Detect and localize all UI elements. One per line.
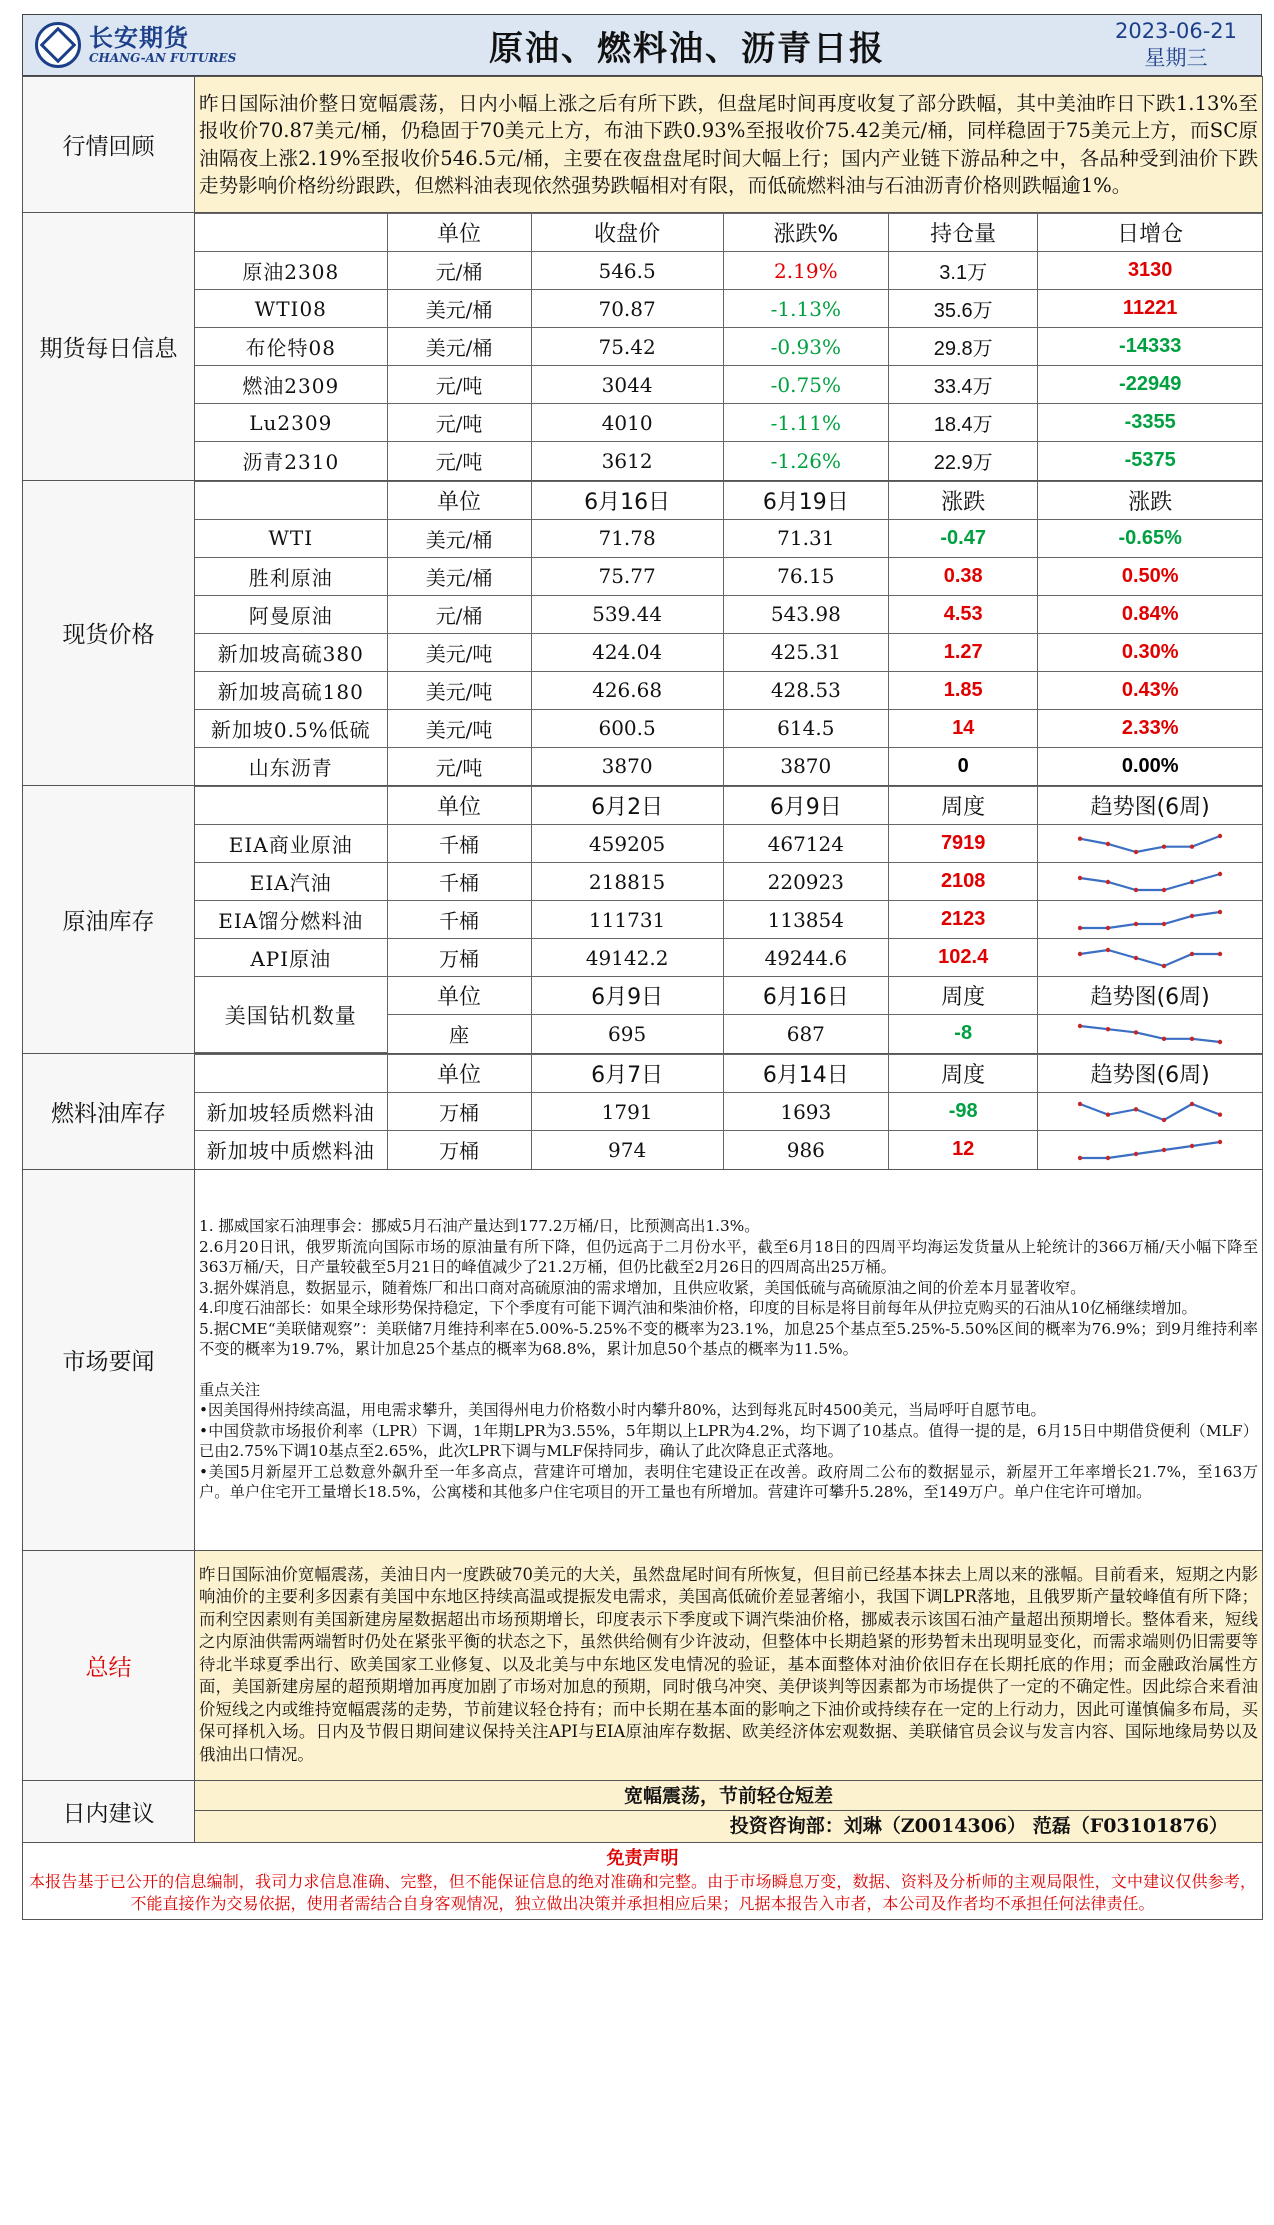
price-curr: 425.31 (723, 633, 888, 671)
focus-item: •中国贷款市场报价利率（LPR）下调，1年期LPR为3.55%，5年期以上LPR为4.2%，均下调了10基点。值得一提的是，6月15日中期借贷便利（MLF）已由2.75%下调10基点至2.65%，此次LPR下调与MLF保持同步，确认了此次降息正式落地。 (199, 1421, 1258, 1461)
news-item: 3.据外媒消息，数据显示，随着炼厂和出口商对高硫原油的需求增加，且供应收紧，美国低硫与高硫原油之间的价差本月显著收窄。 (199, 1278, 1086, 1297)
trend-point (1134, 887, 1138, 891)
fuel-col-header: 6月7日 (531, 1055, 723, 1093)
price-change-pct: 2.33% (1038, 709, 1262, 747)
inventory-prev: 218815 (531, 863, 723, 901)
trend-point (1134, 849, 1138, 853)
fuel-header-row (195, 1055, 1262, 1093)
report-header (22, 14, 1262, 76)
trend-point (1078, 925, 1082, 929)
trend-line (1080, 1142, 1220, 1158)
price-change: 1.85 (889, 671, 1038, 709)
contract-name: 沥青2310 (195, 442, 387, 480)
report-weekday: 星期三 (1144, 46, 1208, 70)
trend-point (1134, 1152, 1138, 1156)
trend-sparkline-cell (1038, 1093, 1262, 1131)
fuel-row (195, 1131, 1262, 1169)
trend-point (1078, 951, 1082, 955)
trend-line (1080, 836, 1220, 852)
trend-point (1218, 1112, 1222, 1116)
trend-point (1162, 1148, 1166, 1152)
unit: 美元/吨 (387, 671, 531, 709)
crude-col-header: 6月2日 (531, 787, 723, 825)
price-prev: 424.04 (531, 633, 723, 671)
rig-change: -8 (889, 1015, 1038, 1053)
unit: 座 (387, 1015, 531, 1053)
inventory-name: API原油 (195, 939, 387, 977)
price-curr: 543.98 (723, 595, 888, 633)
futures-col-header: 持仓量 (889, 214, 1038, 252)
fuel-col-header: 6月14日 (723, 1055, 888, 1093)
weekly-change: -98 (889, 1093, 1038, 1131)
weekly-change: 102.4 (889, 939, 1038, 977)
inventory-row (195, 825, 1262, 863)
advice-consultants: 投资咨询部：刘琳（Z0014306） 范磊（F03101876） (729, 1815, 1228, 1837)
inventory-curr: 467124 (723, 825, 888, 863)
weekly-change: 2108 (889, 863, 1038, 901)
contract-name: Lu2309 (195, 404, 387, 442)
logo-emblem-icon (35, 22, 81, 68)
fuel-inventory-table (195, 1054, 1262, 1169)
trend-sparkline (1075, 1100, 1225, 1124)
summary-text: 昨日国际油价宽幅震荡，美油日内一度跌破70美元的大关，虽然盘尾时间有所恢复，但目前已经基本抹去上周以来的涨幅。目前看来，短期之内影响油价的主要利多因素有美国中东地区持续高温或提振发电需求，美国高低硫价差显著缩小，我国下调LPR落地，且俄罗斯产量较峰值有所下降；而利空因素则有美国新建房屋数据超出市场预期增长，印度表示下季度或下调汽柴油价格，挪威表示该国石油产量超出预期增长。整体看来，短线之内原油供需两端暂时仍处在紧张平衡的状态之下，虽然供给侧有少许波动，但整体中长期趋紧的形势暂未出现明显变化，而需求端则仍旧需要等待北半球夏季出行、欧美国家工业修复、以及北美与中东地区发电情况的验证，基本面整体对油价依旧存在长期托底的作用；而金融政治属性方面，美国新建房屋的超预期增加再度加剧了市场对加息的预期，同时俄乌冲突、美伊谈判等因素都为市场提供了一定的不确定性。因此综合来看油价短线之内或维持宽幅震荡的走势，节前建议轻仓持有；而中长期在基本面的影响之下油价或持续存在一定的上行动力，因此可谨慎偏多布局，买保可择机入场。日内及节假日期间建议保持关注API与EIA原油库存数据、欧美经济体宏观数据、美联储官员会议与发言内容、国际地缘局势以及俄油出口情况。 (195, 1550, 1263, 1780)
spot-name: WTI (195, 519, 387, 557)
trend-point (1106, 925, 1110, 929)
spot-row (195, 633, 1262, 671)
inventory-prev: 49142.2 (531, 939, 723, 977)
spot-row (195, 519, 1262, 557)
close-price: 3612 (531, 442, 723, 480)
unit: 美元/桶 (387, 557, 531, 595)
news-item: 2.6月20日讯，俄罗斯流向国际市场的原油量有所下降，但仍远高于二月份水平，截至6月18日的四周平均海运发货量从上轮统计的366万桶/天小幅下降至363万桶/天，日产量较截至5月21日的峰值减少了21.2万桶，但仍比截至2月26日的四周高出25万桶。 (199, 1237, 1258, 1277)
fuel-row (195, 1093, 1262, 1131)
contract-name: 燃油2309 (195, 366, 387, 404)
spot-name: 新加坡高硫180 (195, 671, 387, 709)
price-prev: 600.5 (531, 709, 723, 747)
trend-point (1218, 1140, 1222, 1144)
weekly-change: 12 (889, 1131, 1038, 1169)
unit: 元/吨 (387, 747, 531, 785)
logo-en-text: CHANG-AN FUTURES (89, 51, 237, 65)
trend-point (1218, 951, 1222, 955)
summary-label: 总结 (23, 1550, 195, 1780)
trend-point (1106, 1156, 1110, 1160)
trend-sparkline (1075, 1138, 1225, 1162)
oi-change: -22949 (1038, 366, 1262, 404)
futures-row (195, 328, 1262, 366)
open-interest: 35.6万 (889, 290, 1038, 328)
trend-point (1162, 1036, 1166, 1040)
trend-point (1134, 1107, 1138, 1111)
unit: 千桶 (387, 863, 531, 901)
focus-title: 重点关注 (199, 1380, 261, 1399)
price-change-pct: 0.43% (1038, 671, 1262, 709)
trend-point (1218, 871, 1222, 875)
focus-item: •因美国得州持续高温，用电需求攀升，美国得州电力价格数小时内攀升80%，达到每兆瓦时4500美元，当局呼吁自愿节电。 (199, 1401, 1046, 1420)
futures-table (195, 213, 1262, 480)
trend-line (1080, 1104, 1220, 1120)
rig-col-header: 6月16日 (723, 977, 888, 1015)
spot-row (195, 747, 1262, 785)
trend-point (1190, 1144, 1194, 1148)
disclaimer-text: 本报告基于已公开的信息编制，我司力求信息准确、完整，但不能保证信息的绝对准确和完整。由于市场瞬息万变，数据、资料及分析师的主观局限性，文中建议仅供参考，不能直接作为交易依据，使用者需结合自身客观情况，独立做出决策并承担相应后果；凡据本报告入市者，本公司及作者均不承担任何法律责任。 (29, 1871, 1256, 1913)
price-curr: 76.15 (723, 557, 888, 595)
trend-point (1134, 1030, 1138, 1034)
price-change-pct: 0.30% (1038, 633, 1262, 671)
disclaimer (23, 1842, 1263, 1919)
futures-label: 期货每日信息 (23, 213, 195, 481)
trend-point (1162, 921, 1166, 925)
inventory-name: EIA馏分燃料油 (195, 901, 387, 939)
price-change: 14 (889, 709, 1038, 747)
fuel-curr: 986 (723, 1131, 888, 1169)
price-change-pct: -0.65% (1038, 519, 1262, 557)
trend-point (1106, 1112, 1110, 1116)
trend-point (1162, 887, 1166, 891)
trend-point (1106, 1027, 1110, 1031)
inventory-name: EIA商业原油 (195, 825, 387, 863)
trend-point (1218, 833, 1222, 837)
focus-item: •美国5月新屋开工总数意外飙升至一年多高点，营建许可增加，表明住宅建设正在改善。政府周二公布的数据显示，新屋开工年率增长21.7%，至163万户。单户住宅开工量增长18.5%，公寓楼和其他多户住宅项目的开工量也有所增加。营建许可攀升5.28%，至149万户。单户住宅许可增加。 (199, 1462, 1258, 1502)
trend-line (1080, 874, 1220, 890)
news-item: 4.印度石油部长：如果全球形势保持稳定，下个季度有可能下调汽油和柴油价格，印度的目标是将目前每年从伊拉克购买的石油从10亿桶继续增加。 (199, 1299, 1197, 1318)
price-change: 0.38 (889, 557, 1038, 595)
trend-line (1080, 912, 1220, 928)
oi-change: -3355 (1038, 404, 1262, 442)
crude-col-header: 6月9日 (723, 787, 888, 825)
trend-sparkline (1075, 946, 1225, 970)
inventory-prev: 459205 (531, 825, 723, 863)
trend-point (1078, 836, 1082, 840)
futures-row (195, 404, 1262, 442)
oi-change: 3130 (1038, 252, 1262, 290)
inventory-prev: 111731 (531, 901, 723, 939)
inventory-curr: 49244.6 (723, 939, 888, 977)
fuel-curr: 1693 (723, 1093, 888, 1131)
unit: 元/桶 (387, 252, 531, 290)
futures-row (195, 290, 1262, 328)
fuel-col-header: 趋势图(6周) (1038, 1055, 1262, 1093)
crude-col-header (195, 787, 387, 825)
logo-cn-text: 长安期货 (89, 24, 189, 52)
rig-col-header: 趋势图(6周) (1038, 977, 1262, 1015)
futures-col-header: 涨跌% (723, 214, 888, 252)
inventory-name: EIA汽油 (195, 863, 387, 901)
price-prev: 3870 (531, 747, 723, 785)
trend-point (1190, 951, 1194, 955)
trend-point (1190, 913, 1194, 917)
futures-row (195, 366, 1262, 404)
trend-sparkline-cell (1038, 901, 1262, 939)
unit: 元/吨 (387, 442, 531, 480)
price-prev: 75.77 (531, 557, 723, 595)
trend-point (1134, 955, 1138, 959)
price-curr: 3870 (723, 747, 888, 785)
fuel-col-header: 周度 (889, 1055, 1038, 1093)
report-title: 原油、燃料油、沥青日报 (489, 28, 885, 69)
trend-point (1106, 879, 1110, 883)
fuel-inventory-label: 燃料油库存 (23, 1054, 195, 1170)
rig-curr: 687 (723, 1015, 888, 1053)
open-interest: 22.9万 (889, 442, 1038, 480)
rig-prev: 695 (531, 1015, 723, 1053)
news-item: 5.据CME“美联储观察”：美联储7月维持利率在5.00%-5.25%不变的概率为23.1%，加息25个基点至5.25%-5.50%区间的概率为76.9%；到9月维持利率不变的概率为19.7%，累计加息25个基点的概率为68.8%，累计加息50个基点的概率为11.5%。 (199, 1319, 1258, 1359)
report-date-block (1091, 18, 1261, 72)
trend-sparkline (1075, 1022, 1225, 1046)
change-pct: -0.75% (723, 366, 888, 404)
spot-col-header: 6月16日 (531, 481, 723, 519)
trend-point (1078, 1024, 1082, 1028)
futures-col-header (195, 214, 387, 252)
unit: 元/吨 (387, 366, 531, 404)
rig-col-header: 周度 (889, 977, 1038, 1015)
fuel-col-header: 单位 (387, 1055, 531, 1093)
rig-count-name: 美国钻机数量 (195, 977, 387, 1053)
trend-point (1162, 963, 1166, 967)
change-pct: -0.93% (723, 328, 888, 366)
price-change-pct: 0.84% (1038, 595, 1262, 633)
futures-col-header: 单位 (387, 214, 531, 252)
unit: 万桶 (387, 939, 531, 977)
change-pct: 2.19% (723, 252, 888, 290)
trend-point (1106, 841, 1110, 845)
fuel-prev: 974 (531, 1131, 723, 1169)
news-label: 市场要闻 (23, 1169, 195, 1550)
trend-line (1080, 1026, 1220, 1042)
spot-name: 阿曼原油 (195, 595, 387, 633)
price-change: 0 (889, 747, 1038, 785)
trend-sparkline (1075, 908, 1225, 932)
weekly-change: 7919 (889, 825, 1038, 863)
spot-col-header (195, 481, 387, 519)
oi-change: -5375 (1038, 442, 1262, 480)
trend-sparkline-cell (1038, 863, 1262, 901)
trend-point (1078, 1101, 1082, 1105)
close-price: 75.42 (531, 328, 723, 366)
spot-col-header: 单位 (387, 481, 531, 519)
change-pct: -1.26% (723, 442, 888, 480)
trend-point (1134, 921, 1138, 925)
inventory-row (195, 939, 1262, 977)
open-interest: 33.4万 (889, 366, 1038, 404)
price-prev: 426.68 (531, 671, 723, 709)
trend-point (1078, 875, 1082, 879)
spot-header-row (195, 481, 1262, 519)
change-pct: -1.13% (723, 290, 888, 328)
fuel-col-header (195, 1055, 387, 1093)
report-body (22, 76, 1263, 1920)
company-logo (23, 16, 243, 74)
spot-table (195, 481, 1262, 786)
unit: 元/桶 (387, 595, 531, 633)
trend-point (1078, 1156, 1082, 1160)
trend-point (1190, 879, 1194, 883)
unit: 元/吨 (387, 404, 531, 442)
close-price: 4010 (531, 404, 723, 442)
spot-name: 山东沥青 (195, 747, 387, 785)
trend-line (1080, 950, 1220, 966)
fuel-name: 新加坡中质燃料油 (195, 1131, 387, 1169)
change-pct: -1.11% (723, 404, 888, 442)
trend-point (1106, 947, 1110, 951)
spot-row (195, 557, 1262, 595)
market-review-label: 行情回顾 (23, 77, 195, 213)
unit: 万桶 (387, 1131, 531, 1169)
spot-name: 胜利原油 (195, 557, 387, 595)
contract-name: 布伦特08 (195, 328, 387, 366)
futures-row (195, 442, 1262, 480)
inventory-row (195, 901, 1262, 939)
price-change: 4.53 (889, 595, 1038, 633)
spot-col-header: 涨跌 (889, 481, 1038, 519)
price-change-pct: 0.50% (1038, 557, 1262, 595)
disclaimer-title: 免责声明 (606, 1847, 679, 1869)
spot-name: 新加坡高硫380 (195, 633, 387, 671)
trend-point (1162, 844, 1166, 848)
unit: 千桶 (387, 825, 531, 863)
trend-sparkline-cell (1038, 1131, 1262, 1169)
trend-sparkline (1075, 870, 1225, 894)
trend-sparkline-cell (1038, 939, 1262, 977)
close-price: 546.5 (531, 252, 723, 290)
price-change-pct: 0.00% (1038, 747, 1262, 785)
contract-name: 原油2308 (195, 252, 387, 290)
crude-inventory-table (195, 786, 1262, 1053)
market-review-text: 昨日国际油价整日宽幅震荡，日内小幅上涨之后有所下跌，但盘尾时间再度收复了部分跌幅，其中美油昨日下跌1.13%至报收价70.87美元/桶，仍稳固于70美元上方，布油下跌0.93%至报收价75.42美元/桶，同样稳固于75美元上方，而SC原油隔夜上涨2.19%至报收价546.5元/桶，主要在夜盘盘尾时间大幅上行；国内产业链下游品种之中，各品种受到油价下跌走势影响价格纷纷跟跌，但燃料油表现依然强势跌幅相对有限，而低硫燃料油与石油沥青价格则跌幅逾1%。 (195, 77, 1263, 213)
unit: 美元/吨 (387, 709, 531, 747)
inventory-curr: 220923 (723, 863, 888, 901)
price-prev: 539.44 (531, 595, 723, 633)
crude-inventory-label: 原油库存 (23, 786, 195, 1054)
trend-point (1162, 1117, 1166, 1121)
trend-point (1190, 844, 1194, 848)
inventory-curr: 113854 (723, 901, 888, 939)
fuel-prev: 1791 (531, 1093, 723, 1131)
open-interest: 3.1万 (889, 252, 1038, 290)
trend-point (1218, 1040, 1222, 1044)
rig-col-header: 6月9日 (531, 977, 723, 1015)
futures-header-row (195, 214, 1262, 252)
trend-point (1190, 1101, 1194, 1105)
oi-change: 11221 (1038, 290, 1262, 328)
rig-header-row (195, 977, 1262, 1015)
unit: 美元/桶 (387, 519, 531, 557)
spot-col-header: 涨跌 (1038, 481, 1262, 519)
open-interest: 29.8万 (889, 328, 1038, 366)
trend-sparkline (1075, 832, 1225, 856)
unit: 美元/桶 (387, 290, 531, 328)
unit: 万桶 (387, 1093, 531, 1131)
advice-text: 宽幅震荡，节前轻仓短差 (195, 1781, 1262, 1811)
spot-label: 现货价格 (23, 480, 195, 786)
crude-col-header: 周度 (889, 787, 1038, 825)
inventory-row (195, 863, 1262, 901)
advice-label: 日内建议 (23, 1780, 195, 1842)
spot-row (195, 595, 1262, 633)
open-interest: 18.4万 (889, 404, 1038, 442)
crude-col-header: 趋势图(6周) (1038, 787, 1262, 825)
crude-col-header: 单位 (387, 787, 531, 825)
news-item: 1. 挪威国家石油理事会：挪威5月石油产量达到177.2万桶/日，比预测高出1.3%。 (199, 1217, 760, 1236)
price-curr: 614.5 (723, 709, 888, 747)
trend-point (1218, 909, 1222, 913)
close-price: 3044 (531, 366, 723, 404)
spot-name: 新加坡0.5%低硫 (195, 709, 387, 747)
spot-row (195, 671, 1262, 709)
rig-col-header: 单位 (387, 977, 531, 1015)
price-curr: 71.31 (723, 519, 888, 557)
trend-point (1190, 1036, 1194, 1040)
spot-row (195, 709, 1262, 747)
crude-header-row (195, 787, 1262, 825)
close-price: 70.87 (531, 290, 723, 328)
unit: 美元/吨 (387, 633, 531, 671)
price-curr: 428.53 (723, 671, 888, 709)
trend-sparkline-cell (1038, 1015, 1262, 1053)
spot-col-header: 6月19日 (723, 481, 888, 519)
unit: 千桶 (387, 901, 531, 939)
unit: 美元/桶 (387, 328, 531, 366)
futures-col-header: 日增仓 (1038, 214, 1262, 252)
report-date: 2023-06-21 (1114, 19, 1238, 43)
trend-sparkline-cell (1038, 825, 1262, 863)
price-prev: 71.78 (531, 519, 723, 557)
contract-name: WTI08 (195, 290, 387, 328)
price-change: -0.47 (889, 519, 1038, 557)
fuel-name: 新加坡轻质燃料油 (195, 1093, 387, 1131)
oi-change: -14333 (1038, 328, 1262, 366)
futures-row (195, 252, 1262, 290)
news-content (195, 1169, 1263, 1550)
weekly-change: 2123 (889, 901, 1038, 939)
futures-col-header: 收盘价 (531, 214, 723, 252)
price-change: 1.27 (889, 633, 1038, 671)
